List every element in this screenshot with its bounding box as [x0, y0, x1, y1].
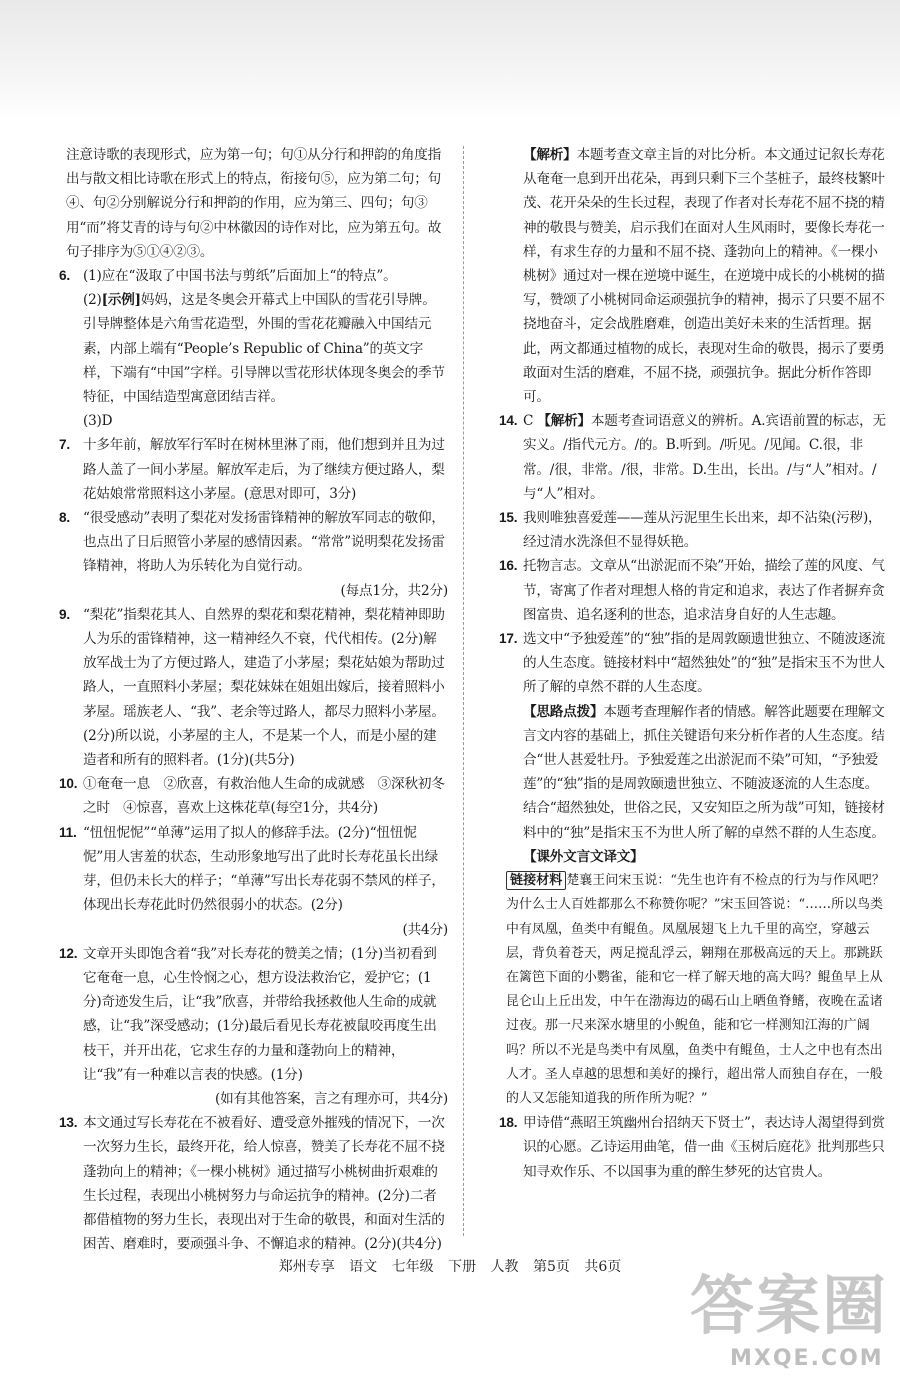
answer-item-18	[499, 1111, 888, 1184]
footer-volume: 下册	[448, 1259, 477, 1275]
item-number: 9.	[59, 606, 70, 622]
q9-text: “梨花”指梨花其人、自然界的梨花和梨花精神，梨花精神即助人为乐的雷锋精神，这一精神经久不衰，代代相传。(2分)解放军战士为了方便过路人，建造了小茅屋；梨花姑娘为帮助过路人，一直照料小茅屋；梨花妹妹在姐姐出嫁后，接着照料小茅屋。瑶族老人、“我”、老余等过路人，都尽力照料小茅屋。(2分)所以说，小茅屋的主人，不是某一个人，而是小屋的建造者和所有的照料者。(1分)(共5分)	[83, 606, 445, 769]
q6-part2: (2)[示例]妈妈，这是冬奥会开幕式上中国队的雪花引导牌。引导牌整体是六角雪花造型，外围的雪花花瓣融入中国结元素，内部上端有“People’s Republic of China”的英文字样，下端有“中国”字样。引导牌以雪花形状体现冬奥会的季节特征，中国结造型寓意团结吉祥。	[83, 292, 445, 406]
footer-series: 郑州专享	[278, 1259, 335, 1275]
analysis-tag: 【解析】	[537, 413, 591, 430]
footer-subject: 语文	[349, 1259, 378, 1275]
answer-item-16	[499, 554, 888, 627]
q14-answer: C	[523, 413, 534, 430]
q8-score: (每点1分，共2分)	[340, 582, 448, 599]
right-column	[499, 143, 888, 1184]
q6-part1: (1)应在“汲取了中国书法与剪纸”后面加上“的特点”。	[83, 268, 397, 285]
q12-text: 文章开头即饱含着“我”对长寿花的赞美之情；(1分)当初看到它奄奄一息，心生怜悯之心，想方设法救治它，爱护它；(1分)奇迹发生后，让“我”欣喜，并带给我拯救他人生命的成就感，让“我”深受感动；(1分)最后看见长寿花被鼠咬再度生出枝干，并开出花，它求生存的力量和蓬勃向上的精神，让“我”有一种难以言表的快感。(1分)	[83, 945, 437, 1083]
tip-tag: 【思路点拨】	[523, 703, 604, 720]
q6-part3: (3)D	[83, 413, 113, 430]
answer-item-15	[499, 506, 888, 554]
watermark-logo: 答案圈	[690, 1270, 888, 1344]
item-number: 12.	[59, 945, 78, 961]
watermark-url: MXQE.COM	[730, 1346, 884, 1371]
q11-text: “忸忸怩怩”“单薄”运用了拟人的修辞手法。(2分)“忸忸怩怩”用人害羞的状态，生动形象地写出了此时长寿花虽长出绿芽，但仍未长大的样子；“单薄”写出长寿花弱不禁风的样子，体现出长寿花此时仍然很弱小的状态。(2分)	[83, 824, 445, 914]
analysis-tag: 【解析】	[523, 147, 577, 163]
q7-text: 十多年前，解放军行军时在树林里淋了雨，他们想到并且为过路人盖了一间小茅屋。解放军走后，为了继续方便过路人，梨花姑娘常常照料这小茅屋。(意思对即可，3分)	[83, 437, 445, 502]
q17-text: 选文中“予独爱莲”的“独”指的是周敦颐遗世独立、不随波逐流的人生态度。链接材料中“超然独处”的“独”是指宋玉不为世人所了解的卓然不群的人生态度。	[523, 631, 885, 696]
answer-item-9	[59, 603, 448, 772]
item-number: 15.	[499, 510, 518, 526]
item-number: 13.	[59, 1115, 78, 1131]
q5-continuation: 注意诗歌的表现形式，应为第一句；句①从分行和押韵的角度指出与散文相比诗歌在形式上的特点，衔接句⑤，应为第二句；句④、句②分别解说分行和押韵的作用，应为第三、四句；句③用“而”将艾青的诗与句②中林徽因的诗作对比，应为第五句。故句子排序为⑤①④②③。	[66, 147, 442, 260]
item-number: 8.	[59, 510, 70, 526]
answer-item-13	[59, 1111, 448, 1256]
answer-item-6	[59, 264, 448, 433]
answer-item-10	[59, 772, 448, 820]
q8-text: “很受感动”表明了梨花对发扬雷锋精神的解放军同志的敬仰，也点出了日后照管小茅屋的感情因素。“常常”说明梨花发扬雷锋精神，将助人为乐转化为自觉行动。	[83, 510, 445, 575]
answer-item-14	[499, 409, 888, 506]
item-number: 7.	[59, 437, 70, 453]
column-divider	[463, 146, 464, 1236]
q12-score: (如有其他答案，言之有理亦可，共4分)	[215, 1090, 448, 1107]
translation-header: 【课外文言文译文】	[523, 848, 644, 865]
answer-item-17	[499, 627, 888, 700]
item-number: 11.	[59, 824, 77, 840]
footer-page: 第5页	[532, 1259, 570, 1275]
left-column	[59, 143, 448, 1256]
linked-material-box: 链接材料	[506, 871, 566, 890]
item-number: 10.	[59, 776, 78, 792]
q18-text: 甲诗借“燕昭王筑幽州台招纳天下贤士”，表达诗人渴望得到赏识的心愿。乙诗运用曲笔，借一曲《玉树后庭花》批判那些只知寻欢作乐、不以国事为重的醉生梦死的达官贵人。	[523, 1115, 885, 1180]
answer-item-8	[59, 506, 448, 603]
footer-total: 共6页	[584, 1259, 622, 1275]
scan-top-shading	[0, 0, 900, 120]
q13-analysis: 【解析】本题考查文章主旨的对比分析。本文通过记叙长寿花从奄奄一息到开出花朵，再到只剩下三个茎桩子，最终枝繁叶茂、花开朵朵的生长过程，表现了作者对长寿花不屈不挠的精神的敬畏与赞美，启示我们在面对人生风雨时，要像长寿花一样，有求生存的力量和不屈不挠、蓬勃向上的精神。《一棵小桃树》通过对一棵在逆境中诞生，在逆境中成长的小桃树的描写，赞颂了小桃树同命运顽强抗争的精神，揭示了只要不屈不挠地奋斗，定会战胜磨难，创造出美好未来的生活哲理。据此，两文都通过植物的成长，表现对生命的敬畏，揭示了要勇敢面对生活的磨难，不屈不挠，顽强抗争。据此分析作答即可。	[523, 147, 885, 406]
item-number: 17.	[499, 631, 518, 647]
answer-item-12	[59, 942, 448, 1111]
q14-text: C 【解析】本题考查词语意义的辨析。A.宾语前置的标志，无实义。/指代元方。/的。B.听到。/听见。/见闻。C.很，非常。/很，非常。/很，非常。D.生出，长出。/与“人”相对。/与“人”相对。	[523, 413, 886, 502]
example-tag: [示例]	[101, 292, 141, 309]
item-number: 6.	[59, 268, 70, 284]
footer-grade: 七年级	[391, 1259, 434, 1275]
translation-text: 链接材料 楚襄王问宋玉说：“先生也许有不检点的行为与作风吧？为什么士人百姓都那么不称赞你呢？”宋玉回答说：“……所以鸟类中有凤凰，鱼类中有鲲鱼。凤凰展翅飞上九千里的高空，穿越云层，背负着苍天，两足搅乱浮云，翱翔在那极高远的天上。那跳跃在篱笆下面的小鹦雀，能和它一样了解天地的高大吗？鲲鱼早上从昆仑山上丘出发，中午在渤海边的碣石山上晒鱼脊鳍，夜晚在孟诸过夜。那一尺来深水塘里的小鲵鱼，能和它一样测知江海的广阔吗？所以不光是鸟类中有凤凰，鱼类中有鲲鱼，士人之中也有杰出人才。圣人卓越的思想和美好的操行，超出常人而独自存在，一般的人又怎能知道我的所作所为呢？”	[506, 873, 885, 1106]
tip-block: 【思路点拨】本题考查理解作者的情感。解答此题要在理解文言文内容的基础上，抓住关键语句来分析作者的人生态度。结合“世人甚爱牡丹。予独爱莲之出淤泥而不染”可知，“予独爱莲”的“独”指的是周敦颐遗世独立、不随波逐流的人生态度。结合“超然独处，世俗之民，又安知臣之所为哉”可知，链接材料中的“独”是指宋玉不为世人所了解的卓然不群的人生态度。	[523, 703, 885, 841]
q16-text: 托物言志。文章从“出淤泥而不染”开始，描绘了莲的风度、气节，寄寓了作者对理想人格的肯定和追求，表达了作者摒弃贪图富贵、追名逐利的世态，追求洁身自好的人生志趣。	[523, 558, 885, 623]
q11-score: (共4分)	[402, 921, 448, 938]
footer-publisher: 人教	[490, 1259, 519, 1275]
q15-text: 我则唯独喜爱莲——莲从污泥里生长出来，却不沾染(污秽)，经过清水洗涤但不显得妖艳。	[523, 510, 882, 551]
q10-text: ①奄奄一息 ②欣喜，有救治他人生命的成就感 ③深秋初冬之时 ④惊喜，喜欢上这株花草(每空1分，共4分)	[83, 776, 445, 817]
item-number: 18.	[499, 1115, 518, 1131]
q13-text: 本文通过写长寿花在不被看好、遭受意外摧残的情况下，一次一次努力生长，最终开花，给人惊喜，赞美了长寿花不屈不挠蓬勃向上的精神；《一棵小桃树》通过描写小桃树曲折艰难的生长过程，表现出小桃树努力与命运抗争的精神。(2分)二者都借植物的努力生长，表现出对于生命的敬畏，和面对生活的困苦、磨难时，要顽强斗争、不懈追求的精神。(2分)(共4分)	[83, 1115, 445, 1253]
watermark	[690, 1272, 890, 1382]
answer-item-11	[59, 821, 448, 942]
item-number: 14.	[499, 413, 518, 429]
answer-item-7	[59, 433, 448, 506]
item-number: 16.	[499, 558, 518, 574]
